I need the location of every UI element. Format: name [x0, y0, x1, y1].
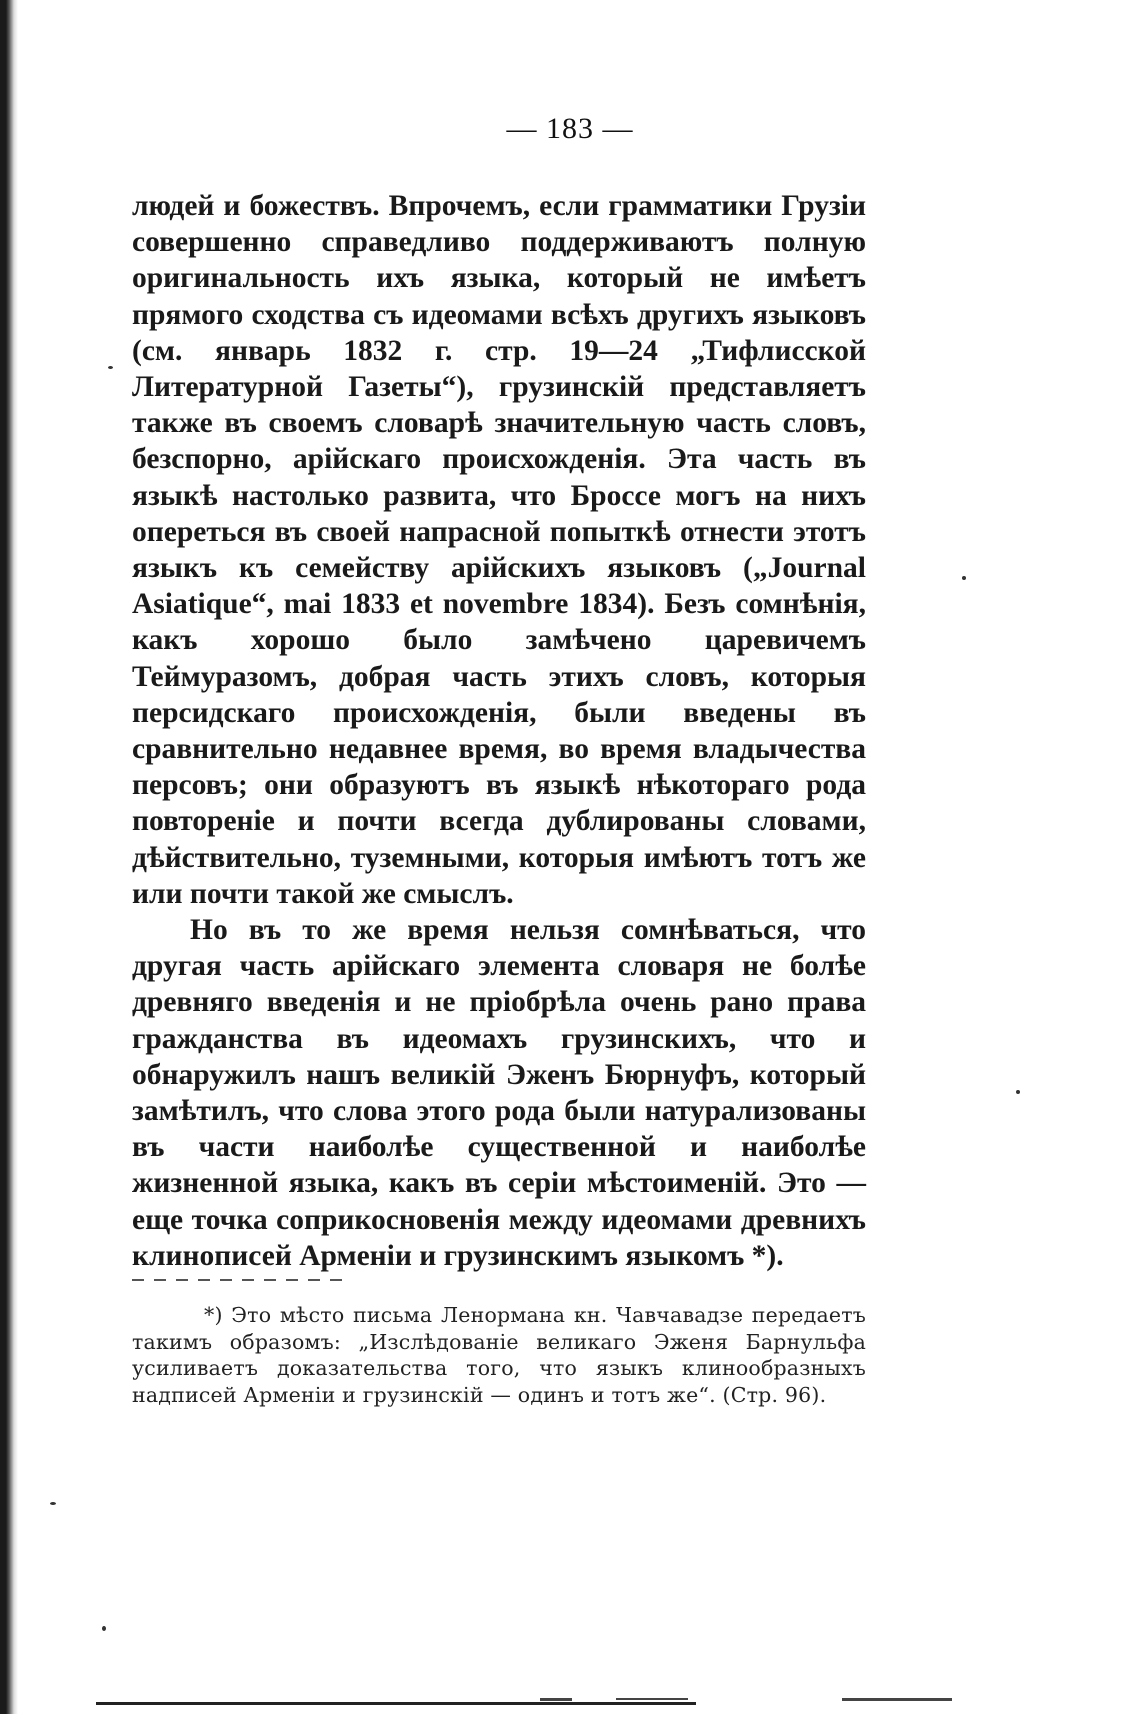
page-number: — 183 —	[506, 112, 634, 145]
bottom-scan-edge	[96, 1702, 696, 1705]
scan-speck	[50, 1502, 56, 1505]
main-text-body	[132, 188, 866, 1274]
footnote-separator	[132, 1279, 350, 1281]
bottom-scan-noise	[540, 1698, 572, 1701]
page-edge-shadow	[0, 0, 18, 1714]
scan-speck	[1016, 1090, 1020, 1094]
scan-speck	[102, 1626, 106, 1631]
bottom-scan-noise	[842, 1698, 952, 1701]
paragraph-1: людей и божествъ. Впрочемъ, если грамматики Грузіи совершенно справедливо поддерживаютъ полную оригинальность ихъ языка, который не имѣетъ прямого сходства съ идеомами всѣхъ другихъ языковъ (см. январь 1832 г. стр. 19—24 „Тифлисской Литературной Газеты“), грузинскій представляетъ также въ своемъ словарѣ значительную часть словъ, безспорно, арійскаго происхожденія. Эта часть въ языкѣ настолько развита, что Броссе могъ на нихъ опереться въ своей напрасной попыткѣ отнести этотъ языкъ къ семейству арійскихъ языковъ („Journal Asiatique“, mai 1833 et novembre 1834). Безъ сомнѣнія, какъ хорошо было замѣчено царевичемъ Теймуразомъ, добрая часть этихъ словъ, которыя персидскаго происхожденія, были введены въ сравнительно недавнее время, во время владычества персовъ; они образуютъ въ языкѣ нѣкотораго рода повтореніе и почти всегда дублированы словами, дѣйствительно, туземными, которыя имѣютъ тотъ же или почти такой же смыслъ.	[132, 190, 866, 910]
scan-speck	[108, 366, 113, 369]
paragraph-2: Но въ то же время нельзя сомнѣваться, что другая часть арійскаго элемента словаря не болѣе древняго введенія и не пріобрѣла очень рано права гражданства въ идеомахъ грузинскихъ, что и обнаружилъ нашъ великій Эженъ Бюрнуфъ, который замѣтилъ, что слова этого рода были натурализованы въ части наиболѣе существенной и наиболѣе жизненной языка, какъ въ серіи мѣстоименій. Это — еще точка соприкосновенія между идеомами древнихъ клинописей Арменіи и грузинскимъ языкомъ *).	[132, 914, 866, 1272]
footnote: *) Это мѣсто письма Ленормана кн. Чавчавадзе передаетъ такимъ образомъ: „Изслѣдованіе великаго Эженя Барнульфа усиливаетъ доказательства того, что языкъ клинообразныхъ надписей Арменіи и грузинскій — одинъ и тотъ же“. (Стр. 96).	[132, 1303, 866, 1407]
scan-speck	[962, 576, 966, 580]
bottom-scan-noise	[616, 1698, 688, 1700]
